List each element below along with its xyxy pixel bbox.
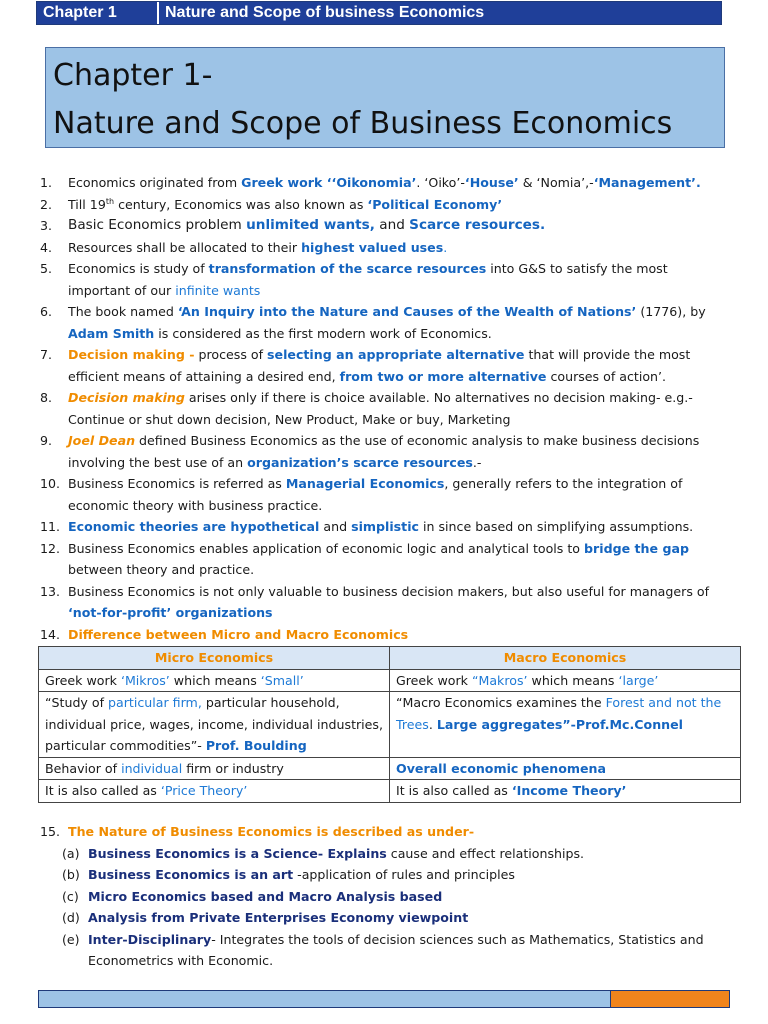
list-item: 7. Decision making - process of selecting an appropriate alternative that will provide the most efficient means of attaining a desired end, from two or more alternative courses of action’. [40, 347, 691, 384]
chapter-title-line1: Chapter 1- [53, 58, 213, 93]
table-row [39, 692, 741, 758]
section-title: The Nature of Business Economics is described as under- [68, 824, 475, 839]
list-item: 10. Business Economics is referred as Managerial Economics, generally refers to the integration of economic theory with business practice. [40, 476, 683, 513]
table-header-macro: Macro Economics [390, 647, 741, 670]
nature-section [40, 821, 730, 972]
sub-item: (d) Analysis from Private Enterprises Economy viewpoint [62, 910, 469, 925]
list-item: 6. The book named ‘An Inquiry into the Nature and Causes of the Wealth of Nations’ (1776), by Adam Smith is considered as the first modern work of Economics. [40, 304, 706, 341]
header-title: Nature and Scope of business Economics [157, 2, 721, 24]
list-item: 5. Economics is study of transformation of the scarce resources into G&S to satisfy the most important of our infinite wants [40, 261, 668, 298]
table-cell: It is also called as ‘Price Theory’ [39, 780, 390, 803]
table-cell: “Study of particular firm, particular household, individual price, wages, income, individual industries, particular commodities”- Prof. Boulding [39, 692, 390, 758]
table-row [39, 780, 741, 803]
list-item: 14. Difference between Micro and Macro Economics [40, 626, 409, 642]
footer-right-band [610, 991, 729, 1007]
table-cell: It is also called as ‘Income Theory’ [390, 780, 741, 803]
table-cell: Greek work ‘Mikros’ which means ‘Small’ [39, 669, 390, 692]
table-row [39, 757, 741, 780]
table-cell: “Macro Economics examines the Forest and not the Trees. Large aggregates”-Prof.Mc.Connel [390, 692, 741, 758]
numbered-list [40, 172, 730, 645]
page-header [36, 1, 722, 25]
table-header-micro: Micro Economics [39, 647, 390, 670]
chapter-title-box [45, 47, 725, 148]
list-item: 3. Basic Economics problem unlimited wants, and Scarce resources. [40, 217, 546, 233]
list-item: 4. Resources shall be allocated to their highest valued uses. [40, 239, 448, 255]
sub-item: (b) Business Economics is an art -application of rules and principles [62, 867, 515, 882]
list-item: 2. Till 19th century, Economics was also known as ‘Political Economy’ [40, 196, 503, 212]
list-item: 12. Business Economics enables application of economic logic and analytical tools to bridge the gap between theory and practice. [40, 540, 689, 577]
chapter-title-line2: Nature and Scope of Business Economics [53, 106, 673, 141]
header-chapter: Chapter 1 [37, 2, 157, 24]
table-header-row [39, 647, 741, 670]
list-item: 11. Economic theories are hypothetical and simplistic in since based on simplifying assumptions. [40, 519, 694, 534]
sub-item: (c) Micro Economics based and Macro Analysis based [62, 888, 443, 904]
table-row [39, 669, 741, 692]
list-item: 15. The Nature of Business Economics is described as under- [40, 821, 730, 843]
list-item: 1. Economics originated from Greek work ‘‘Oikonomia’. ‘Oiko’-‘House’ & ‘Nomia’,-‘Management’. [40, 175, 701, 190]
sub-item: (a) Business Economics is a Science- Explains cause and effect relationships. [62, 845, 585, 861]
footer-left-band [39, 991, 610, 1007]
list-item: 8. Decision making arises only if there is choice available. No alternatives no decision making- e.g.- Continue or shut down decision, New Product, Make or buy, Marketing [40, 390, 693, 427]
table-cell: Greek work “Makros’ which means ‘large’ [390, 669, 741, 692]
micro-macro-table [38, 646, 741, 803]
sub-item: (e) Inter-Disciplinary- Integrates the tools of decision sciences such as Mathematics, Statistics and Econometrics with Economic. [62, 931, 704, 968]
list-item: 9. Joel Dean defined Business Economics as the use of economic analysis to make business decisions involving the best use of an organization’s scarce resources.- [40, 433, 700, 470]
table-cell: Behavior of individual firm or industry [39, 757, 390, 780]
page-footer [38, 990, 730, 1008]
list-item: 13. Business Economics is not only valuable to business decision makers, but also useful for managers of ‘not-for-profit’ organizations [40, 583, 710, 620]
table-cell: Overall economic phenomena [390, 757, 741, 780]
